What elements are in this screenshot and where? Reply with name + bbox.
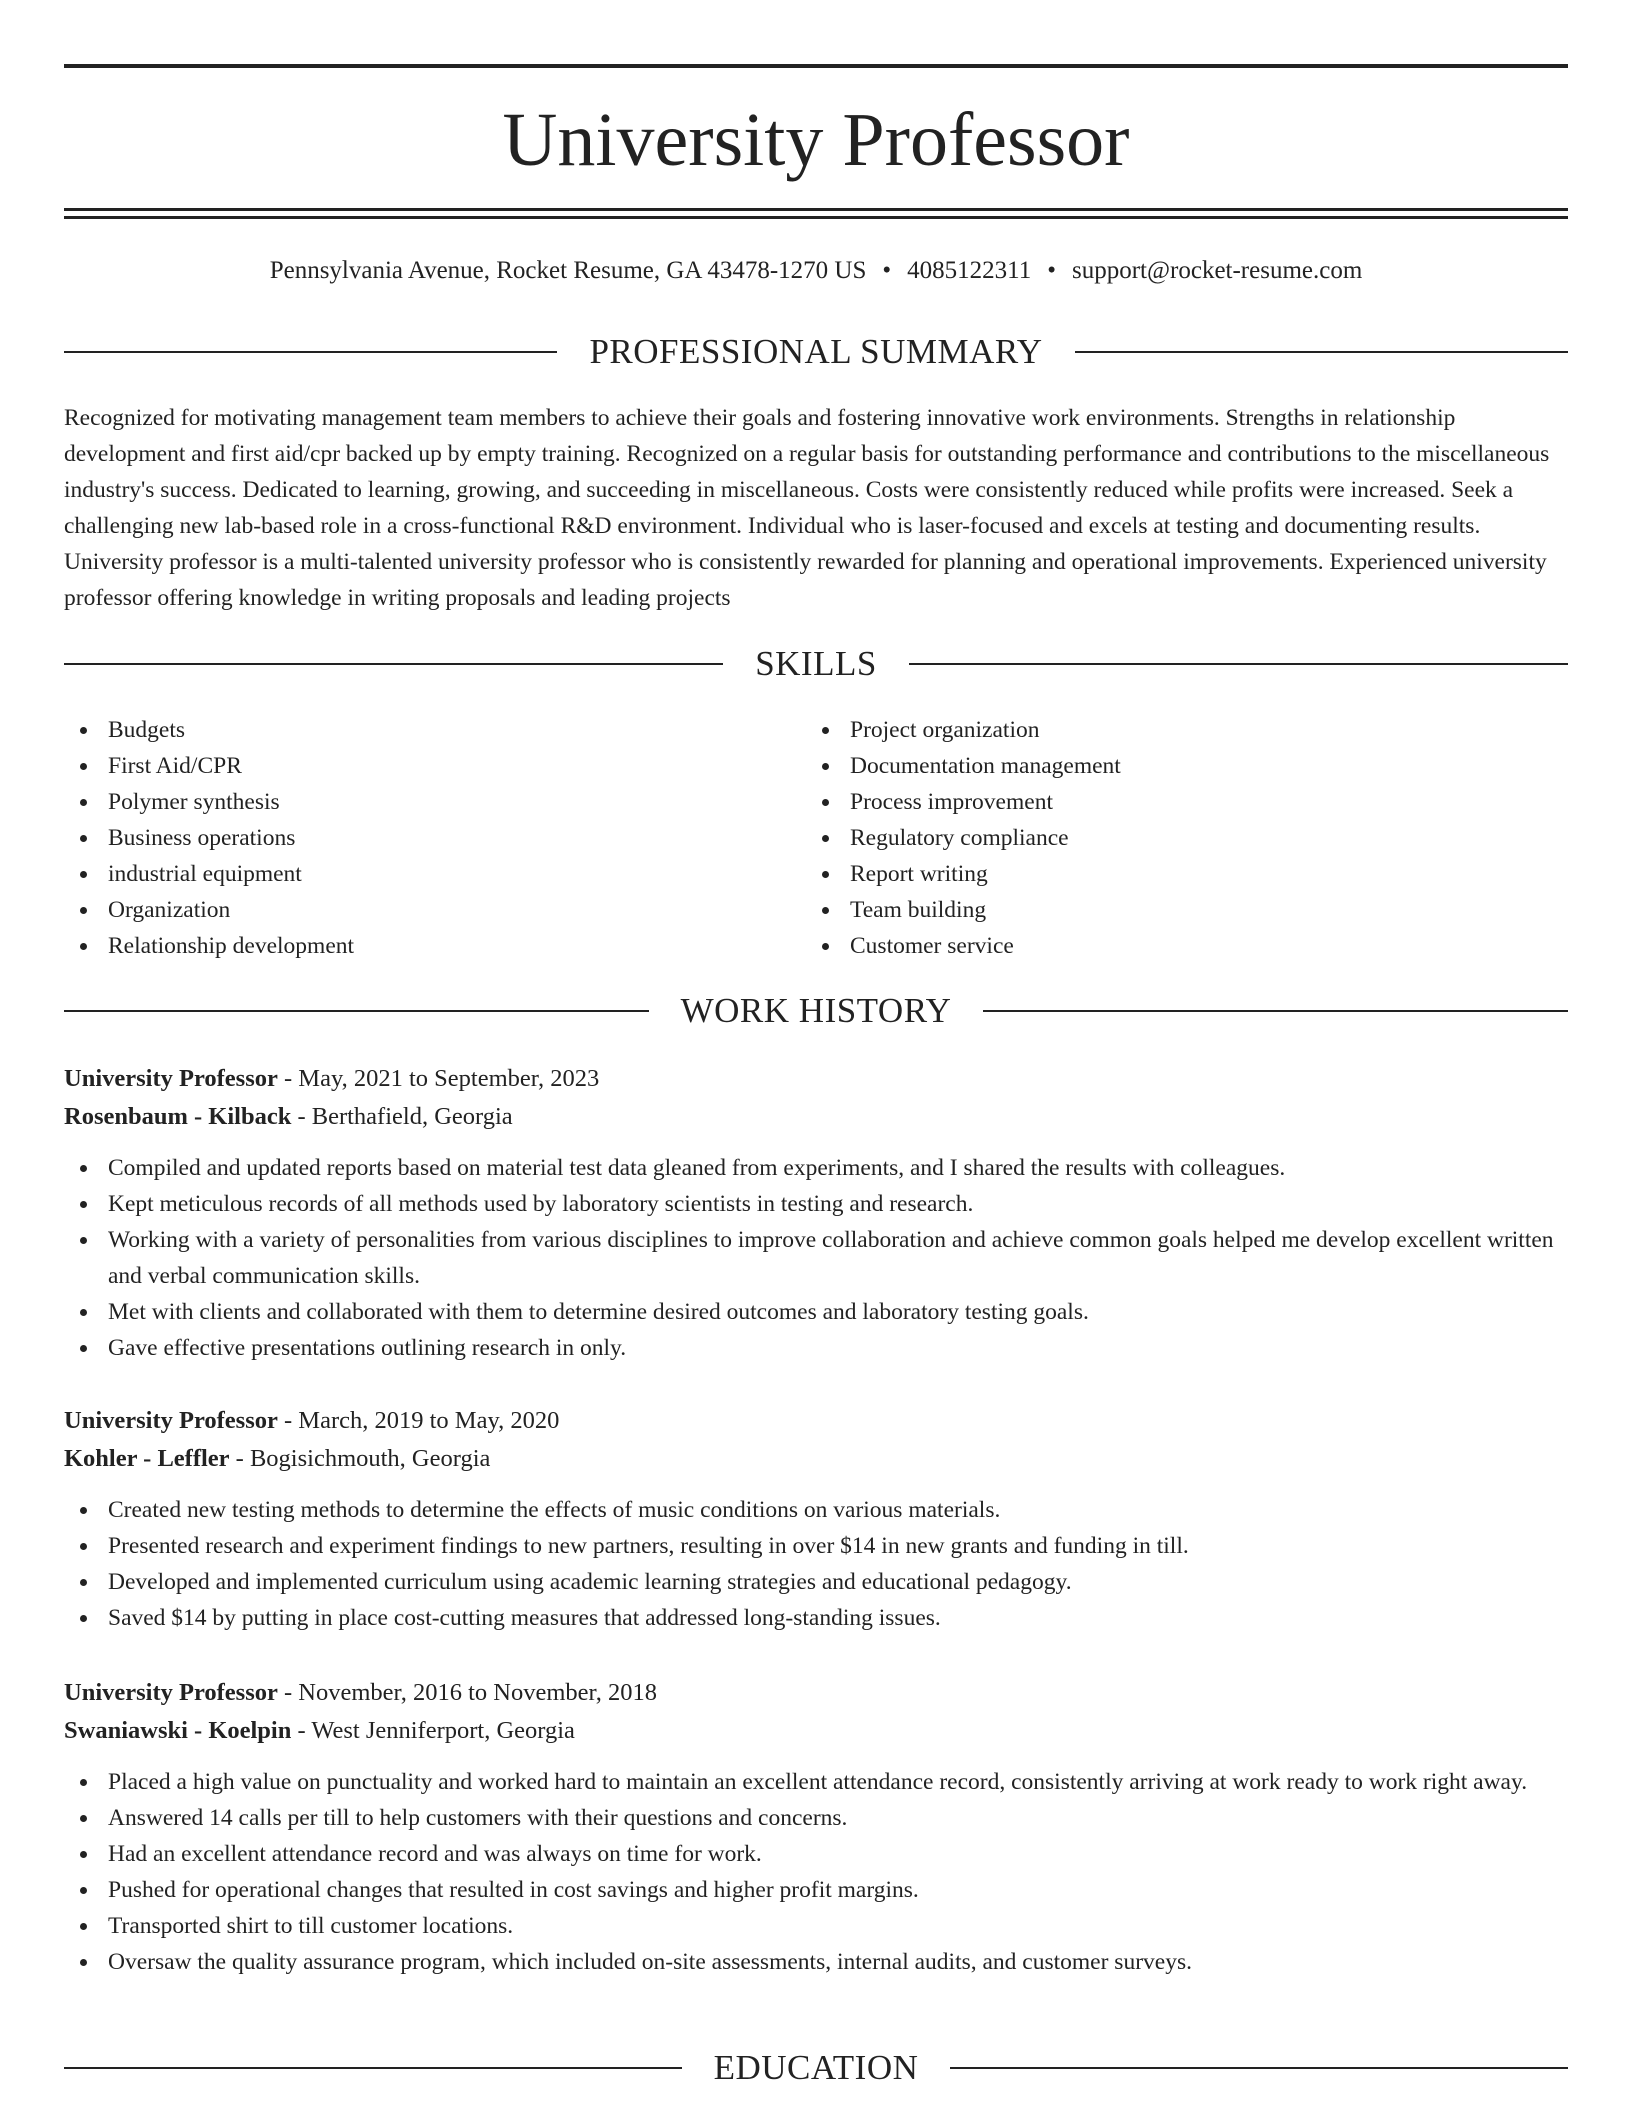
job-company-line [64, 1712, 1568, 1750]
job-bullets [64, 1764, 1568, 1980]
skills-column-right [806, 712, 1548, 964]
job-location: - West Jenniferport, Georgia [291, 1717, 575, 1744]
job-bullet: Created new testing methods to determine the effects of music conditions on various materials. [64, 1492, 1568, 1528]
contact-address: Pennsylvania Avenue, Rocket Resume, GA 43478-1270 US [269, 257, 867, 284]
job-bullet: Working with a variety of personalities from various disciplines to improve collaboration and achieve common goals helped me develop excellent written and verbal communication skills. [64, 1222, 1568, 1294]
skill-item: Customer service [806, 928, 1548, 964]
job-company: Rosenbaum - Kilback [64, 1103, 292, 1130]
skill-item: Polymer synthesis [64, 784, 806, 820]
job-bullet: Placed a high value on punctuality and worked hard to maintain an excellent attendance record, consistently arriving at work ready to work right away. [64, 1764, 1568, 1800]
job-bullet: Pushed for operational changes that resulted in cost savings and higher profit margins. [64, 1872, 1568, 1908]
job-company-line [64, 1098, 1568, 1136]
skills-heading [64, 642, 1568, 686]
job-location: - Berthafield, Georgia [291, 1103, 513, 1130]
job-bullet: Met with clients and collaborated with them to determine desired outcomes and laboratory testing goals. [64, 1294, 1568, 1330]
title-rule-upper [64, 208, 1568, 211]
heading-rule [64, 663, 723, 665]
skill-item: Relationship development [64, 928, 806, 964]
skill-item: Project organization [806, 712, 1548, 748]
skills-list [64, 712, 1568, 964]
education-heading [64, 2046, 1568, 2090]
top-rule [64, 64, 1568, 68]
job-title-line [64, 1674, 1568, 1712]
job-title: University Professor [64, 1065, 278, 1092]
heading-rule [64, 351, 557, 353]
job-dates: - November, 2016 to November, 2018 [277, 1679, 657, 1706]
contact-separator: • [882, 257, 892, 284]
heading-rule [983, 1010, 1568, 1012]
job-bullets [64, 1150, 1568, 1366]
job-dates: - March, 2019 to May, 2020 [277, 1407, 560, 1434]
skill-item: Report writing [806, 856, 1548, 892]
job-title-line [64, 1402, 1568, 1440]
job-bullet: Developed and implemented curriculum using academic learning strategies and educational pedagogy. [64, 1564, 1568, 1600]
job-bullet: Had an excellent attendance record and was always on time for work. [64, 1836, 1568, 1872]
summary-text: Recognized for motivating management team members to achieve their goals and fostering innovative work environments. Strengths in relationship development and first aid/cpr backed up by empty training. Recognized on a regular basis for outstanding performance and contributions to the miscellaneous industry's success. Dedicated to learning, growing, and succeeding in miscellaneous. Costs were consistently reduced while profits were increased. Seek a challenging new lab-based role in a cross-functional R&D environment. Individual who is laser-focused and excels at testing and documenting results. University professor is a multi-talented university professor who is consistently rewarded for planning and operational improvements. Experienced university professor offering knowledge in writing proposals and leading projects [64, 405, 1550, 611]
skill-item: Process improvement [806, 784, 1548, 820]
skill-item: Organization [64, 892, 806, 928]
job-title: University Professor [64, 1407, 278, 1434]
skill-item: Budgets [64, 712, 806, 748]
skill-item: Documentation management [806, 748, 1548, 784]
job-bullet: Presented research and experiment findings to new partners, resulting in over $14 in new grants and funding in till. [64, 1528, 1568, 1564]
contact-phone: 4085122311 [907, 257, 1032, 284]
skill-item: First Aid/CPR [64, 748, 806, 784]
job-company: Kohler - Leffler [64, 1445, 230, 1472]
job-company: Swaniawski - Koelpin [64, 1717, 292, 1744]
job-bullet: Oversaw the quality assurance program, which included on-site assessments, internal audits, and customer surveys. [64, 1944, 1568, 1980]
skill-item: Team building [806, 892, 1548, 928]
job-bullet: Compiled and updated reports based on material test data gleaned from experiments, and I shared the results with colleagues. [64, 1150, 1568, 1186]
summary-heading [64, 330, 1568, 374]
job-bullet: Gave effective presentations outlining research in only. [64, 1330, 1568, 1366]
work-heading [64, 989, 1568, 1033]
skills-column-left [64, 712, 806, 964]
job-bullet: Answered 14 calls per till to help customers with their questions and concerns. [64, 1800, 1568, 1836]
heading-rule [64, 1010, 649, 1012]
heading-rule [1075, 351, 1568, 353]
resume-title: University Professor [502, 98, 1130, 182]
title-rule-lower [64, 216, 1568, 219]
contact-line [64, 254, 1568, 288]
work-entry [64, 1060, 1568, 1366]
contact-email: support@rocket-resume.com [1072, 257, 1363, 284]
work-entry [64, 1402, 1568, 1636]
heading-rule [909, 663, 1568, 665]
job-bullet: Kept meticulous records of all methods used by laboratory scientists in testing and research. [64, 1186, 1568, 1222]
heading-rule [950, 2067, 1568, 2069]
education-heading-label: EDUCATION [713, 2048, 919, 2087]
skills-heading-label: SKILLS [755, 644, 877, 683]
job-bullets [64, 1492, 1568, 1636]
skill-item: Business operations [64, 820, 806, 856]
summary-heading-label: PROFESSIONAL SUMMARY [589, 332, 1043, 371]
job-title-line [64, 1060, 1568, 1098]
work-heading-label: WORK HISTORY [680, 991, 952, 1030]
job-bullet: Transported shirt to till customer locations. [64, 1908, 1568, 1944]
contact-separator: • [1047, 257, 1056, 284]
job-title: University Professor [64, 1679, 278, 1706]
heading-rule [64, 2067, 682, 2069]
skill-item: Regulatory compliance [806, 820, 1548, 856]
job-dates: - May, 2021 to September, 2023 [277, 1065, 600, 1092]
job-bullet: Saved $14 by putting in place cost-cutting measures that addressed long-standing issues. [64, 1600, 1568, 1636]
skill-item: industrial equipment [64, 856, 806, 892]
work-entry [64, 1674, 1568, 1980]
job-company-line [64, 1440, 1568, 1478]
job-location: - Bogisichmouth, Georgia [229, 1445, 491, 1472]
